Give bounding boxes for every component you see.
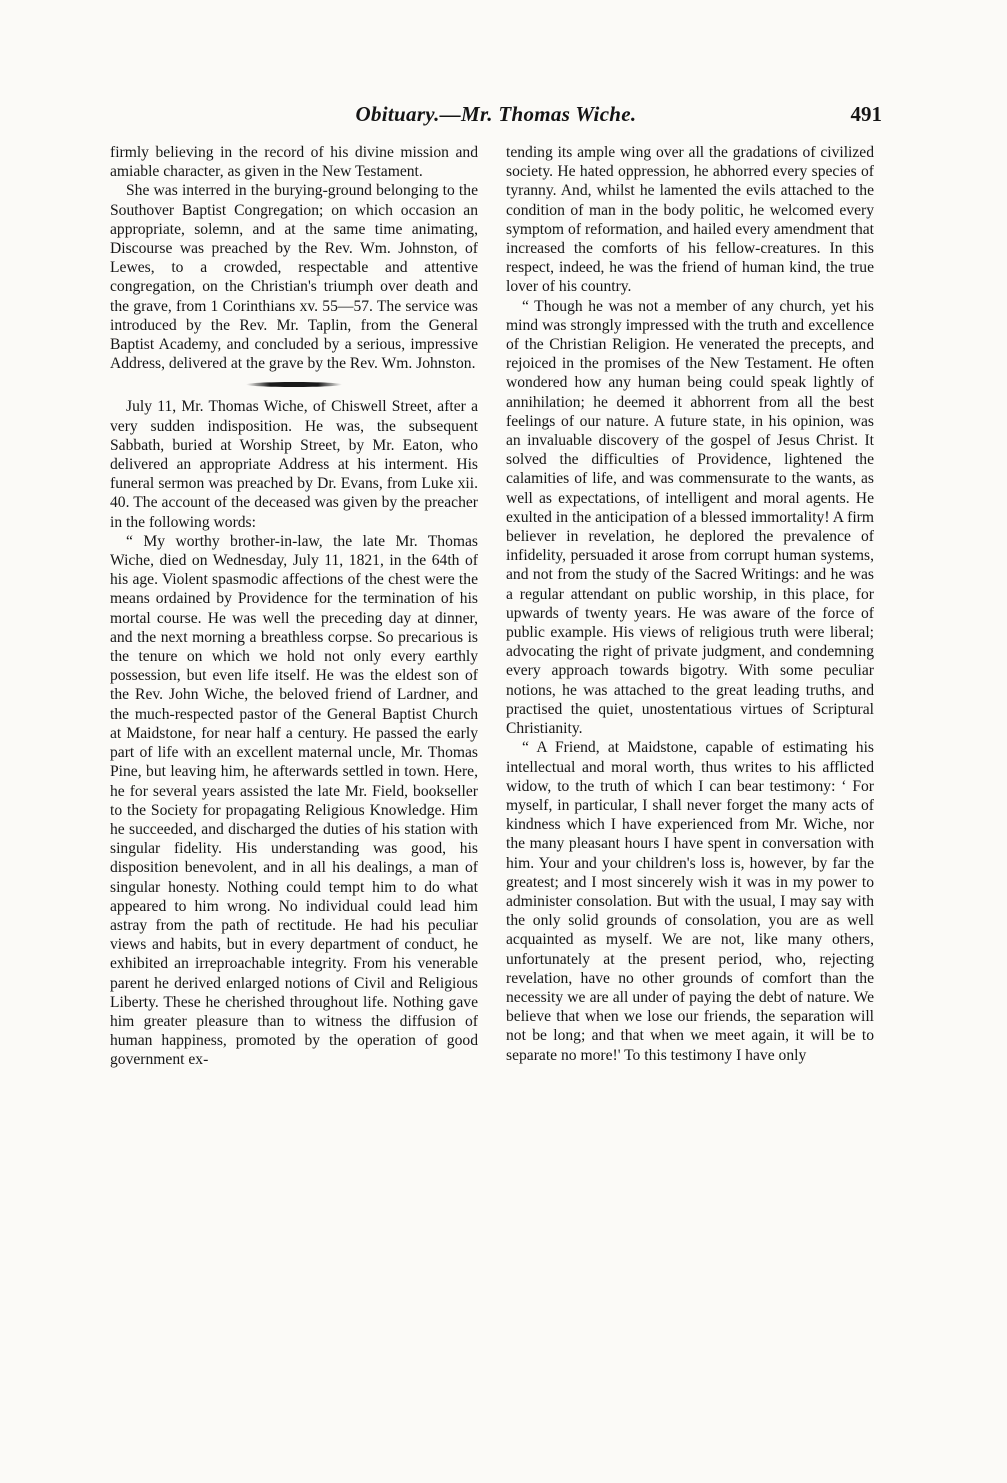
paragraph: firmly believing in the record of his divine mission and amiable character, as given in the New Testament. [110,144,478,181]
page-header [110,102,882,132]
paragraph: “ My worthy brother-in-law, the late Mr. Thomas Wiche, died on Wednesday, July 11, 1821, in the 64th of his age. Violent spasmodic affections of the chest were the means ordained by Providence for the termination of his mortal course. He was well the preceding day at dinner, and the next morning a breathless corpse. So precarious is the tenure on which we hold not only every earthly possession, but even life itself. He was the eldest son of the Rev. John Wiche, the beloved friend of Lardner, and the much-respected pastor of the General Baptist Church at Maidstone, for near half a century. He passed the early part of life with an excellent maternal uncle, Mr. Thomas Pine, but leaving him, he afterwards settled in town. Here, he for several years assisted the late Mr. Field, bookseller to the Society for propagating Religious Knowledge. Him he succeeded, and discharged the duties of his station with singular fidelity. His understanding was good, his disposition benevolent, and in all his dealings, a man of singular honesty. Nothing could tempt him to do what appeared to him wrong. No individual could lead him astray from the path of rectitude. He had his peculiar views and habits, but in every department of conduct, he exhibited an irreproachable integrity. From his venerable parent he derived enlarged notions of Civil and Religious Liberty. These he cherished throughout life. Nothing gave him greater pleasure than to witness the diffusion of human happiness, promoted by the operation of good government ex- [110,532,478,1069]
paragraph: tending its ample wing over all the gradations of civilized society. He hated oppression, he abhorred every species of tyranny. And, whilst he lamented the evils attached to the condition of man in the body politic, he welcomed every symptom of reformation, and hailed every amendment that increased the comforts of his fellow-creatures. In this respect, indeed, he was the friend of human kind, the true lover of his country. [506,144,874,296]
paragraph: She was interred in the burying-ground belonging to the Southover Baptist Congregation; on which occasion an appropriate, solemn, and at the same time animating, Discourse was preached by the Rev. Wm. Johnston, of Lewes, to a crowded, respectable and attentive congregation, on the Christian's triumph over death and the grave, from 1 Corinthians xv. 55—57. The service was introduced by the Rev. Mr. Taplin, from the General Baptist Academy, and concluded by a serious, impressive Address, delivered at the grave by the Rev. Wm. Johnston. [110,182,478,373]
right-column [506,143,874,1065]
paragraph: “ Though he was not a member of any church, yet his mind was strongly impressed with the truth and excellence of the Christian Religion. He venerated the precepts, and rejoiced in the promises of the New Testament. He often wondered how any human being could speak lightly of annihilation; he deemed it abhorrent from all the best feelings of our nature. A future state, in his opinion, was an invaluable discovery of the gospel of Jesus Christ. It solved the difficulties of Providence, lightened the calamities of life, and was commensurate to the wants, as well as expectations, of intelligent and moral agents. He exulted in the anticipation of a blessed immortality! A firm believer in revelation, he deplored the prevalence of infidelity, persuaded it arose from corrupt human systems, and not from the study of the Sacred Writings: and he was a regular attendant on public worship, in this place, for upwards of twenty years. He was aware of the force of public example. His views of religious truth were liberal; advocating the right of private judgment, and condemning every approach towards bigotry. With some peculiar notions, he was attached to the great leading truths, and practised the quiet, unostentatious virtues of Scriptural Christianity. [506,297,874,738]
paragraph: July 11, Mr. Thomas Wiche, of Chiswell Street, after a very sudden indisposition. He was, the subsequent Sabbath, buried at Worship Street, by Mr. Eaton, who delivered an appropriate Address at his interment. His funeral sermon was preached by Dr. Evans, from Luke xii. 40. The account of the deceased was given by the preacher in the following words: [110,398,478,531]
left-column [110,143,478,1070]
running-title: Obituary.—Mr. Thomas Wiche. [355,102,637,126]
section-divider [246,382,342,387]
page-number: 491 [850,102,882,126]
paragraph: “ A Friend, at Maidstone, capable of estimating his intellectual and moral worth, thus writes to his afflicted widow, to the truth of which I can bear testimony: ‘ For myself, in particular, I shall never forget the many acts of kindness which I have experienced from Mr. Wiche, nor the many pleasant hours I have spent in conversation with him. Your and your children's loss is, however, by far the greatest; and I most sincerely wish it was in my power to administer consolation. But with the usual, I may say with the only solid grounds of consolation, you are as well acquainted as myself. We are not, like many others, unfortunately at the present period, who, rejecting revelation, have no other grounds of comfort than the necessity we are all under of paying the debt of nature. We believe that when we lose our friends, the separation will not be long; and that when we meet again, it will be to separate no more!' To this testimony I have only [506,739,874,1064]
